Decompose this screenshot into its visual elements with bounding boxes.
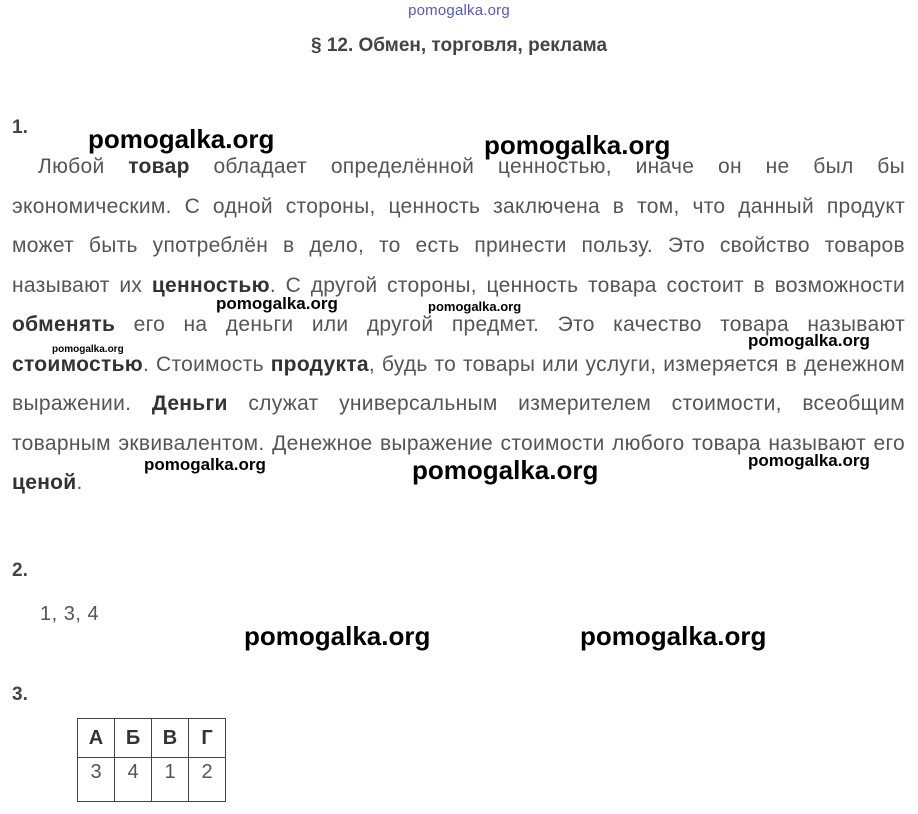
watermark: pomogalka.org	[52, 344, 124, 355]
key-term: стоимостью	[12, 352, 144, 376]
answer-table-header-row	[78, 719, 226, 758]
text-fragment: .	[76, 471, 83, 494]
watermark: pomogalka.org	[580, 621, 767, 651]
key-term: продукта	[270, 352, 369, 376]
watermark: pomogalka.org	[484, 130, 671, 160]
watermark: pomogalka.org	[88, 124, 275, 154]
key-term: товар	[128, 155, 190, 178]
text-fragment: . С другой стороны, ценность товара состоит в возможности	[269, 273, 905, 297]
text-fragment: Любой	[38, 155, 129, 178]
key-term: ценой	[12, 471, 77, 494]
watermark: pomogalka.org	[412, 455, 599, 485]
answer-table-value-cell: 4	[115, 758, 152, 802]
answer-table-value-row	[78, 758, 226, 802]
question-3-answer-table	[77, 718, 226, 802]
answer-table-header-cell: В	[152, 719, 189, 758]
question-3-number: 3.	[12, 684, 28, 705]
text-fragment: . Стоимость	[143, 352, 271, 376]
answer-table-value-cell: 2	[189, 758, 226, 802]
answer-table-header-cell: А	[78, 719, 115, 758]
watermark: pomogalka.org	[748, 331, 870, 350]
watermark: pomogalka.org	[428, 299, 522, 314]
watermark: pomogalka.org	[144, 455, 266, 474]
answer-table-value-cell: 1	[152, 758, 189, 802]
key-term: Деньги	[151, 392, 228, 415]
watermark: pomogalka.org	[216, 294, 338, 313]
site-watermark-top: pomogalka.org	[408, 2, 510, 19]
key-term: ценностью	[151, 273, 270, 297]
text-fragment: его на деньги или другой предмет. Это качество товара называют	[115, 313, 905, 336]
text-fragment: обладает определённой ценностью, иначе он не был бы экономическим. С одной стороны, ценность заключена в том, что данный продукт может быть употреблён в дело, то есть принести пользу. Это свойство товаров называют их	[12, 155, 905, 297]
answer-table-header-cell: Б	[115, 719, 152, 758]
page-title: § 12. Обмен, торговля, реклама	[310, 35, 608, 56]
question-1-number: 1.	[12, 117, 28, 138]
question-2-number: 2.	[12, 560, 28, 581]
question-2-answer: 1, 3, 4	[40, 603, 100, 625]
text-fragment: служат универсальным измерителем стоимости, всеобщим товарным эквивалентом. Денежное выражение стоимости любого товара называют его	[12, 392, 905, 455]
text-fragment: , будь то товары или услуги, измеряется в денежном выражении.	[12, 352, 905, 415]
answer-table-value-cell: 3	[78, 758, 115, 802]
answer-table-header-cell: Г	[189, 719, 226, 758]
key-term: обменять	[12, 313, 116, 336]
question-1-answer-text	[12, 147, 905, 503]
watermark: pomogalka.org	[748, 451, 870, 470]
watermark: pomogalka.org	[244, 621, 431, 651]
